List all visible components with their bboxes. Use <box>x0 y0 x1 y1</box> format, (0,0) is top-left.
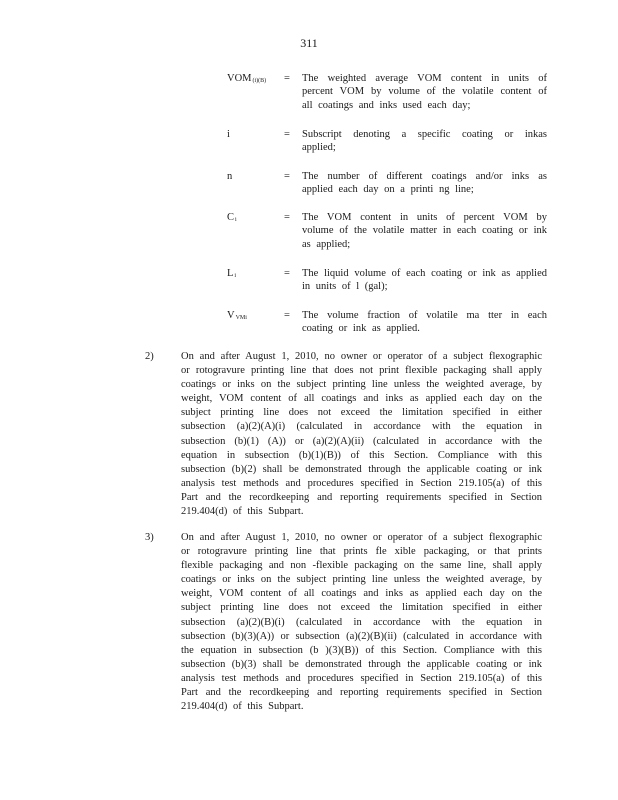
term-symbol: L <box>227 268 234 279</box>
definition-term <box>227 170 233 186</box>
equals-sign: = <box>284 268 290 279</box>
term-symbol: n <box>227 171 233 182</box>
term-symbol: VOM <box>227 73 252 84</box>
page-number: 311 <box>300 36 318 50</box>
definition-text: The weighted average VOM content in units of percent VOM by volume of the volatile content of all coatings and inks used each day; <box>302 73 547 111</box>
subsection-text: On and after August 1, 2010, no owner or operator of a subject flexographic or rotogravure printing line that does not print flexible packaging shall apply coatings or inks on the subject printing line unless the weighted average, by weight, VOM content of all coatings and inks as applied each day on the subject printing line does not exceed the limitation specified in either subsection (a)(2)(A)(i) (calculated in accordance with the equation in subsection (b)(1) (A)) or (a)(2)(A)(ii) (calculated in accordance with the equation in subsection (b)(1)(B)) of this Section. Compliance with this subsection (b)(2) shall be demonstrated through the applicable coating or ink analysis test methods and procedures specified in Section 219.105(a) of this Part and the recordkeeping and reporting requirements specified in Section 219.404(d) of this Subpart. <box>181 351 542 518</box>
term-subscript: i <box>235 217 237 223</box>
subsection-number: 2) <box>145 351 154 362</box>
term-symbol: i <box>227 129 230 140</box>
equals-sign: = <box>284 129 290 140</box>
subsection-text: On and after August 1, 2010, no owner or operator of a subject flexographic or rotogravure printing line that prints fle xible packaging, or that prints flexible packaging and non -flexible packaging on the same line, shall apply coatings or inks on the subject printing line unless the weighted average, by weight, VOM content of all coatings and inks as applied each day on the subject printing line does not exceed the limitation specified in either subsection (a)(2)(B)(i) (calculated in accordance with the equation in subsection (b)(3)(A)) or subsection (a)(2)(B)(ii) (calculated in accordance with the equation in subsection (b )(3)(B)) of this Section. Compliance with this subsection (b)(3) shall be demonstrated through the applicable coating or ink analysis test methods and procedures specified in Section 219.105(a) of this Part and the recordkeeping and reporting requirements specified in Section 219.404(d) of this Subpart. <box>181 532 542 713</box>
definition-text: The liquid volume of each coating or ink as applied in units of l (gal); <box>302 268 547 293</box>
equals-sign: = <box>284 171 290 182</box>
definition-term <box>227 267 236 283</box>
definition-text: The VOM content in units of percent VOM by volume of the volatile matter in each coating or ink as applied; <box>302 212 547 250</box>
term-subscript: i <box>234 273 237 279</box>
subsection-number: 3) <box>145 532 154 543</box>
definition-term <box>227 128 231 144</box>
definition-text: The volume fraction of volatile ma tter in each coating or ink as applied. <box>302 310 547 335</box>
equals-sign: = <box>284 73 290 84</box>
equals-sign: = <box>284 310 290 321</box>
term-subscript: (i)(B) <box>252 78 267 84</box>
definition-term <box>227 211 237 227</box>
term-subscript: VMi <box>235 315 247 321</box>
equals-sign: = <box>284 212 290 223</box>
term-symbol: C <box>227 212 235 223</box>
definition-text: Subscript denoting a specific coating or inkas applied; <box>302 129 547 154</box>
definition-text: The number of different coatings and/or inks as applied each day on a printi ng line; <box>302 171 547 196</box>
definition-term <box>227 309 247 325</box>
definition-term <box>227 72 266 88</box>
term-symbol: V <box>227 310 235 321</box>
